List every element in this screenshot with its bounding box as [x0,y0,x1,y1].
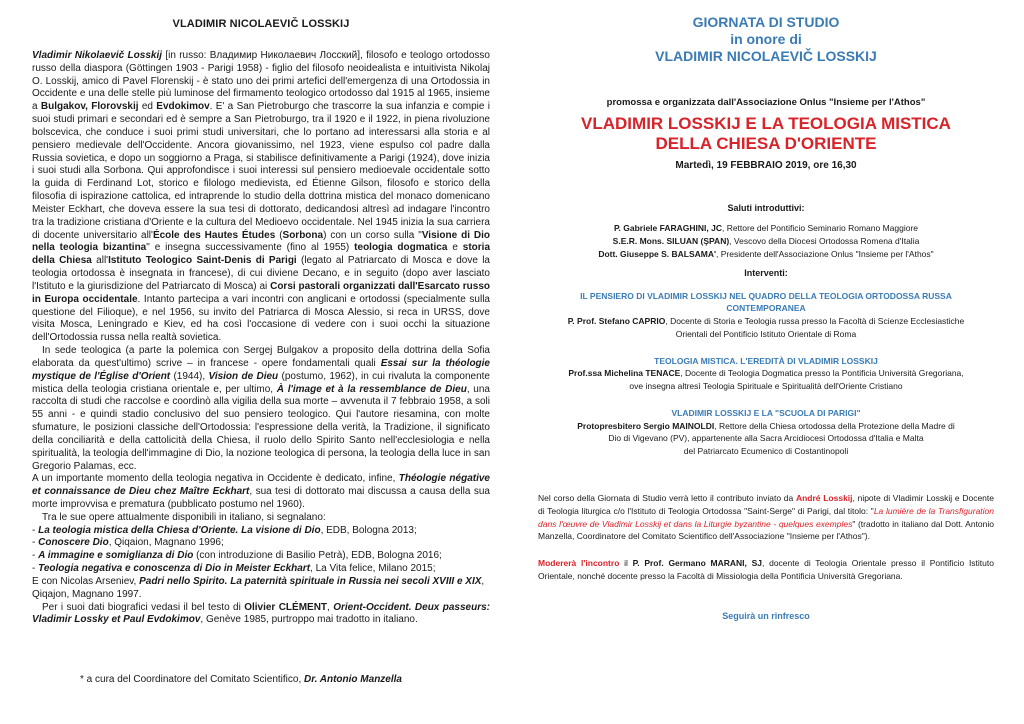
bio-bold: Istituto Teologico Saint-Denis di Parigi [108,255,297,267]
talk-speaker [538,315,994,341]
bio-text: all' [91,255,109,267]
event-header-line: VLADIMIR NICOLAEVIČ LOSSKIJ [655,48,877,64]
bio-text: " e insegna successivamente (fino al 1955) [146,242,355,254]
talk-1 [538,290,994,341]
work-details: , La Vita felice, Milano 2015; [310,563,436,575]
event-title [538,114,994,154]
speaker-line [538,420,994,433]
bio-paragraph-5 [32,602,490,628]
event-header-line: GIORNATA DI STUDIO [692,14,840,30]
moderator-label: Modererà l'incontro [538,558,620,569]
work-title: À l'image et à la ressemblance de Dieu [276,383,467,395]
talks-heading: Interventi: [744,267,788,278]
work-title: A immagine e somiglianza di Dio [38,550,194,562]
bio-bold: storia della Chiesa [32,242,491,267]
guest-role: , Presidente dell'Associazione Onlus "Insieme per l'Athos" [716,249,934,260]
list-item: - Teologia negativa e conoscenza di Dio in Meister Eckhart, La Vita felice, Milano 2015; [32,563,436,575]
work-title: Conoscere Dio [38,537,109,549]
bio-bold: École des Hautes Études [152,229,276,241]
work-title: Vision de Dieu [208,370,279,382]
list-item: - Conoscere Dio, Qiqaion, Magnano 1996; [32,537,224,549]
speaker-name: Prof.ssa Michelina TENACE [568,368,681,379]
bio-bold: Evdokimov [156,101,210,113]
work-title: La teologia mistica della Chiesa d'Oriente. La visione di Dio [38,524,321,536]
bio-text: , [327,601,334,613]
footnote [80,674,500,685]
speaker-role: Dio di Vigevano (PV), appartenente alla Sacra Arcidiocesi Ortodossa d'Italia e Malta [608,433,924,444]
contribution-title: La lumière de la Transfiguration dans l'œuvre de Vladimir Losskij et dans la Liturgie byzantine - quelques exemples [538,505,994,529]
talk-speaker [538,367,994,393]
speaker-line [538,367,994,380]
bio-bold: Corsi pastorali organizzati dall'Esarcato russo in Europa occidentale [32,280,490,305]
note-text: Nel corso della Giornata di Studio verrà letto il contributo inviato da [538,492,796,503]
note-text: il [619,558,633,569]
speaker-role: , Rettore della Chiesa ortodossa della Protezione della Madre di [714,420,955,431]
speaker-role: Orientali del Pontificio Istituto Orientale di Roma [675,328,857,339]
speaker-line [538,315,994,328]
work-title: Padri nello Spirito. La paternità spirituale in Russia nei secoli XVIII e XIX [139,575,482,587]
note-text: , docente di Teologia Orientale presso il Pontificio Istituto Orientale, nonché docente presso la Facoltà di Missiologia della Pontificia Università Gregoriana. [538,558,994,582]
bio-paragraph-3 [32,473,490,511]
list-item [32,576,490,602]
bio-text: , Genève 1985, purtroppo mai tradotto in italiano. [200,614,418,626]
bio-text: (legato al Patriarcato di Mosca e dove la teologia ortodossa è insegnata in francese), di cui diviene Decano, e in seguito (dopo aver lasciato l'Istituto e la giurisdizione del Patriarcato di Mosca) ai [32,255,490,292]
work-details: , Qiqaion, Magnano 1996; [108,537,224,549]
talk-3 [538,407,994,458]
work-details: , EDB, Bologna 2013; [320,524,417,536]
note-text: " (tradotto in italiano dal Dott. Antonio Manzella, Coordinatore del Comitato Scientifico dell'Associazione "Insieme per l'Athos"). [538,518,994,542]
footnote-author: Dr. Antonio Manzella [304,674,402,685]
speaker-role: , Docente di Teologia Dogmatica presso la Pontificia Università Gregoriana, [680,368,964,379]
bio-text: [in russo: Владимир Николаевич Лосский], filosofo e teologo ortodosso russo della diaspora (Göttingen 1903 - Parigi 1958) - figlio del filosofo neoidealista e intuitivista Nikolaj O. Losskij, amico di Pavel Florenskij - è stato uno dei primi artefici dell'emergenza di una Ortodossia in Occidente e una delle stelle più luminose del firmamento teologico ortodosso dal 1915 al 1965, insieme a [32,50,490,113]
bio-text: . E' a San Pietroburgo che trascorre la sua infanzia e compie i suoi studi primari e secondari ed è sempre a San Pietroburgo, tra il 1920 e il 1922, in piena rivoluzione bolscevica, che conduce i suoi primi studi universitari, che lo portano ad interessarsi alla storia e al pensiero medievale dell'Occidente. Ancora giovanissimo, nel 1923, viene espulso col padre dalla Russia sovietica, e dopo un soggiorno a Praga, si stabilisce definitivamente a Parigi (1924), dove inizia i suoi studi alla Sorbona. Qui approfondisce i suoi interessi sul pensiero medioevale occidentale sotto la guida di Ferdinand Lot, storico e filologo medievista, ed Étienne Gilson, filosofo e storico della filosofia di ispirazione cattolica, ed intraprende lo studio della dottrina mistica del monaco domenicano Meister Eckhart, che doveva essere la sua tesi di dottorato, dedicandosi altresì ad indagare l'incontro tra la tradizione cristiana d'Oriente e la cultura del Medioevo occidentale. Nel 1945 inizia la sua carriera di docente universitario all' [32,101,490,241]
talk-title [538,290,994,316]
talk-title-line: CONTEMPORANEA [726,303,806,314]
contributor-name: André Losskij [795,492,853,503]
speaker-role: , Docente di Storia e Teologia russa presso la Facoltà di Scienze Ecclesiastiche [665,316,965,327]
organizer-line: promossa e organizzata dall'Associazione Onlus "Insieme per l'Athos" [606,97,926,108]
bio-text: , sua tesi di dottorato mai discussa a causa della sua morte improvvisa e prematura (pubblicato postumo nel 1960). [32,486,490,510]
guest-name: P. Gabriele FARAGHINI, JC [613,223,722,233]
event-date: Martedì, 19 FEBBRAIO 2019, ore 16,30 [675,160,857,171]
work-title: Teologia negativa e conoscenza di Dio in Meister Eckhart [38,563,311,575]
speaker-name: P. Prof. Stefano CAPRIO [567,316,666,327]
talk-title-line: IL PENSIERO DI VLADIMIR LOSSKIJ NEL QUADRO DELLA TEOLOGIA ORTODOSSA RUSSA [580,290,952,301]
event-column [538,14,994,718]
biography-title: VLADIMIR NICOLAEVIČ LOSSKIJ [172,18,350,30]
bio-paragraph-2 [32,345,490,473]
bio-text: In sede teologica (a parte la polemica con Sergej Bulgakov a proposito della dottrina della Sofia elaborata da quest'ultimo) scrive – in francese - opere fondamentali quali [32,345,490,369]
guest-name: Dott. Giuseppe S. BALSAMA' [598,249,717,260]
contribution-note [538,492,994,544]
biography-column [32,16,490,716]
bio-text: e [447,242,463,254]
guest-name: S.E.R. Mons. SILUAN (ŞPAN) [612,236,730,247]
work-title: Théologie négative et connaissance de Dieu chez Maître Eckhart [32,473,490,498]
work-details: E con Nicolas Arseniev, [32,575,140,587]
work-title: Orient-Occident. Deux passeurs: Vladimir Lossky et Paul Evdokimov [32,601,490,626]
event-header [538,14,994,65]
bio-text: A un importante momento della teologia negativa in Occidente è dedicato, infine, [32,473,399,485]
speaker-role: del Patriarcato Ecumenico di Costantinopoli [683,446,849,457]
bio-text: ) con un corso sulla " [323,229,422,241]
bio-bold: teologia dogmatica [354,242,448,254]
bio-bold: Visione di Dio nella teologia bizantina [32,229,491,254]
moderator-note [538,557,994,583]
bio-paragraph-1 [32,50,490,345]
event-title-line: DELLA CHIESA D'ORIENTE [655,134,877,153]
talk-title: VLADIMIR LOSSKIJ E LA "SCUOLA DI PARIGI" [671,407,861,418]
speaker-name: Protopresbitero Sergio MAINOLDI [577,420,715,431]
bio-text: . Intanto partecipa a vari incontri con anglicani e ortodossi (specialmente sulla questione del Filioque), e nel 1956, su invito del Patriarca di Mosca Alessio, si reca in URSS, dove visita Mosca, Leningrado e Kiev, ed ha così l'occasione di vedere con i suoi occhi la situazione dell'Ortodossia russa nella realtà sovietica. [32,293,490,344]
work-details: (con introduzione di Basilio Petrà), EDB, Bologna 2016; [193,550,442,562]
works-list [32,525,490,602]
bio-text: (postumo, 1962), in cui rivaluta la componente mistica della teologia cristiana orientale e, per ultimo, [32,370,490,395]
talk-speaker [538,420,994,458]
moderator-name: P. Prof. Germano MARANI, SJ [632,558,762,569]
speaker-role: ove insegna altresì Teologia Spirituale e Spiritualità dell'Oriente Cristiano [629,381,903,392]
event-header-line: in onore di [730,31,802,47]
greetings-heading: Saluti introduttivi: [727,203,805,213]
guest-role: , Rettore del Pontificio Seminario Romano Maggiore [721,223,919,233]
bio-name: Vladimir Nikolaevič Losskij [32,50,163,61]
talk-2 [538,355,994,393]
work-details: , Qiqajon, Magnano 1997. [32,575,485,600]
footnote-text: * a cura del Coordinatore del Comitato Scientifico, [80,674,305,685]
bio-paragraph-4: Tra le sue opere attualmente disponibili in italiano, si segnalano: [42,511,326,523]
list-item [538,222,994,235]
biography-text [32,50,490,525]
bio-bold: Bulgakov, Florovskij [40,101,139,113]
event-title-line: VLADIMIR LOSSKIJ E LA TEOLOGIA MISTICA [581,114,951,133]
list-item: - A immagine e somiglianza di Dio (con introduzione di Basilio Petrà), EDB, Bologna 2016; [32,550,442,562]
list-item [538,248,994,261]
list-item [538,235,994,248]
author-name: Olivier CLÉMENT [244,601,328,613]
closing-line: Seguirà un rinfresco [722,611,810,622]
guest-role: , Vescovo della Diocesi Ortodossa Romena d'Italia [729,236,920,247]
list-item: - La teologia mistica della Chiesa d'Oriente. La visione di Dio, EDB, Bologna 2013; [32,524,417,536]
work-title: Essai sur la théologie mystique de l'Église d'Orient [32,357,490,382]
greetings-list [538,222,994,262]
bio-text: , una raccolta di studi che raccolse e coordinò alla vigilia della sua morte – avvenuta il 7 febbraio 1958, a soli 55 anni - e quindi stadio conclusivo del suo pensiero teologico. Qui l'autore riesamina, con molte sfumature, le posizioni classiche dell'Ortodossia: l'espressione della verità, la Tradizione, il significato della conciliarità e della cattolicità della Chiesa, il ruolo dello Spirito Santo nell'ecclesiologia e nella spiritualità, la teologia dell'immagine di Dio, la nozione teologica di persona, la teologia della luce in san Gregorio Palamas, ecc. [32,383,490,472]
bio-text: ( [275,229,283,241]
bio-bold: Sorbona [282,229,324,241]
talk-title: TEOLOGIA MISTICA. L'EREDITÀ DI VLADIMIR LOSSKIJ [654,355,878,366]
note-text: , nipote di Vladimir Losskij e Docente di Teologia liturgica c/o l'Istituto di Teologia Ortodossa "Saint-Serge" di Parigi, dal titolo: " [538,492,995,516]
bio-text: Per i suoi dati biografici vedasi il bel testo di [42,601,245,613]
bio-text: ed [138,101,157,113]
bio-text: (1944), [170,370,209,382]
bio-final-paragraph [32,602,490,628]
